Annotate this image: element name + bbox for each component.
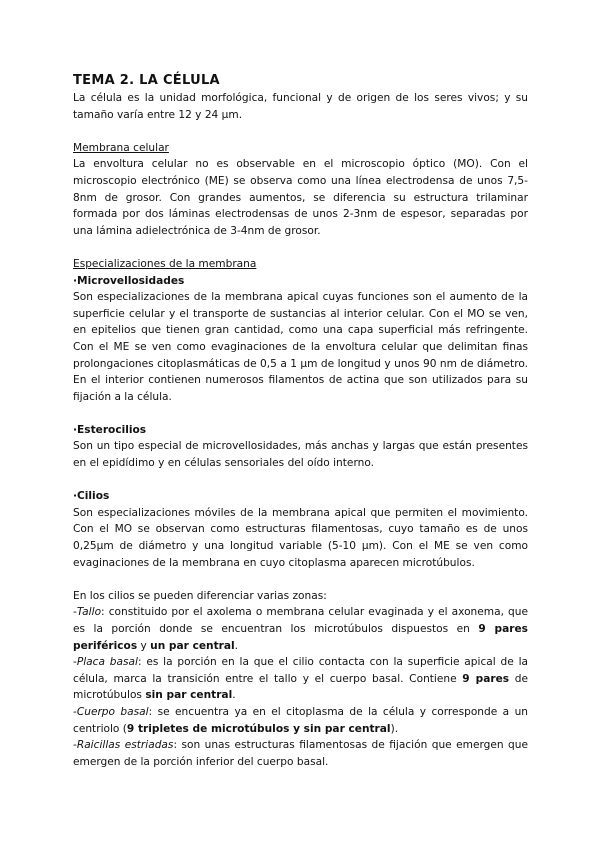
zone-bold: 9 tripletes de microtúbulos y sin par central bbox=[126, 722, 391, 735]
subheading-cilios: ·Cilios bbox=[73, 490, 110, 503]
document-page bbox=[73, 72, 528, 770]
zone-bold: 9 pares periféricos bbox=[73, 623, 528, 652]
spacer bbox=[73, 405, 528, 422]
spacer bbox=[73, 571, 528, 588]
zone-term-placa: Placa basal bbox=[76, 656, 138, 669]
zone-term-cuerpo: Cuerpo basal bbox=[76, 705, 149, 718]
zone-bold: 9 pares bbox=[462, 672, 510, 685]
zone-text: : es la porción en la que el cilio contacta con la superficie apical de la célula, marca la transición entre el tallo y el cuerpo basal. Contiene bbox=[73, 656, 528, 685]
zone-text: de microtúbulos bbox=[73, 672, 528, 702]
zone-cuerpo-basal: -Cuerpo basal: se encuentra ya en el citoplasma de la célula y corresponde a un centriolo (9 tripletes de microtúbulos y sin par central). bbox=[73, 705, 528, 735]
microvellosidades-paragraph: Son especializaciones de la membrana apical cuyas funciones son el aumento de la superficie celular y el transporte de sustancias al interior celular. Con el MO se ven, en epitelios que tienen gran cantidad, como una capa superficial más refringente. Con el ME se ven como evaginaciones de la envoltura celular que delimitan finas prolongaciones citoplasmáticas de 0,5 a 1 µm de longitud y unos 90 nm de diámetro. En el interior contienen numerosos filamentos de actina que son utilizados para su fijación a la célula. bbox=[73, 291, 528, 403]
spacer bbox=[73, 239, 528, 256]
zone-text: . bbox=[234, 639, 239, 652]
section-heading-membrana: Membrana celular bbox=[73, 141, 169, 154]
membrana-paragraph: La envoltura celular no es observable en el microscopio óptico (MO). Con el microscopio electrónico (ME) se observa como una línea electrodensa de unos 7,5-8nm de grosor. Con grandes aumentos, se diferencia su estructura trilaminar formada por dos láminas electrodensas de unos 2-3nm de espesor, separadas por una lámina adielectrónica de 3-4nm de grosor. bbox=[73, 158, 528, 237]
section-heading-especializaciones: Especializaciones de la membrana bbox=[73, 257, 257, 270]
zone-bold: un par central bbox=[150, 639, 235, 652]
zone-text: : constituido por el axolema o membrana celular evaginada y el axonema, que es la porción donde se encuentran los microtúbulos dispuestos en bbox=[73, 606, 528, 635]
intro-paragraph: La célula es la unidad morfológica, funcional y de origen de los seres vivos; y su tamaño varía entre 12 y 24 µm. bbox=[73, 92, 528, 121]
esterocilios-paragraph: Son un tipo especial de microvellosidades, más anchas y largas que están presentes en el epidídimo y en células sensoriales del oído interno. bbox=[73, 440, 528, 470]
zone-text: : se encuentra ya en el citoplasma de la célula y corresponde a un centriolo ( bbox=[73, 705, 528, 735]
zone-placa-basal: -Placa basal: es la porción en la que el cilio contacta con la superficie apical de la célula, marca la transición entre el tallo y el cuerpo basal. Contiene 9 pares de microtúbulos sin par central. bbox=[73, 656, 528, 702]
zone-text: ). bbox=[390, 722, 399, 735]
zone-term-raicillas: Raicillas estriadas bbox=[76, 739, 174, 752]
zone-text: : son unas estructuras filamentosas de fijación que emergen que emergen de la porción inferior del cuerpo basal. bbox=[73, 739, 528, 768]
zone-raicillas: -Raicillas estriadas: son unas estructuras filamentosas de fijación que emergen que emergen de la porción inferior del cuerpo basal. bbox=[73, 739, 528, 768]
zone-bold: sin par central bbox=[145, 689, 233, 702]
zone-text: y bbox=[137, 639, 151, 652]
zonas-intro: En los cilios se pueden diferenciar varias zonas: bbox=[73, 589, 327, 602]
subheading-esterocilios: ·Esterocilios bbox=[73, 423, 147, 436]
page-title: TEMA 2. LA CÉLULA bbox=[73, 73, 220, 88]
zone-text: . bbox=[232, 689, 236, 702]
subheading-microvellosidades: ·Microvellosidades bbox=[73, 274, 185, 287]
spacer bbox=[73, 123, 528, 140]
cilios-paragraph: Son especializaciones móviles de la membrana apical que permiten el movimiento. Con el MO se observan como estructuras filamentosas, cuyo tamaño es de unos 0,25µm de diámetro y una longitud variable (5-10 µm). Con el ME se ven como evaginaciones de la membrana en cuyo citoplasma aparecen microtúbulos. bbox=[73, 506, 528, 569]
zone-term-tallo: Tallo bbox=[76, 606, 102, 619]
zone-tallo: -Tallo: constituido por el axolema o membrana celular evaginada y el axonema, que es la porción donde se encuentran los microtúbulos dispuestos en 9 pares periféricos y un par central. bbox=[73, 606, 528, 652]
spacer bbox=[73, 472, 528, 489]
